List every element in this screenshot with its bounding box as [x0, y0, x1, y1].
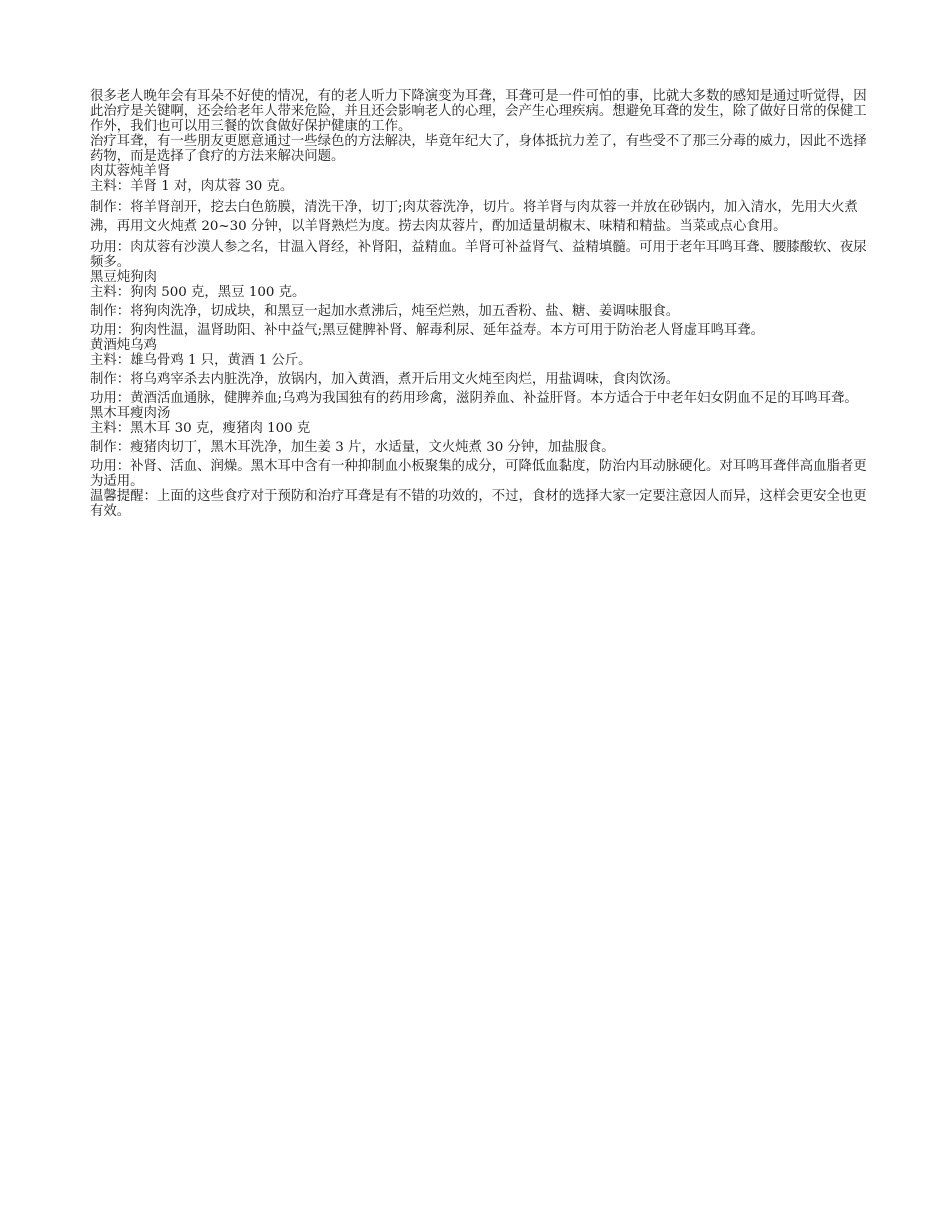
document-body — [90, 89, 875, 519]
intro-paragraph-1: 很多老人晚年会有耳朵不好使的情况，有的老人听力下降演变为耳聋，耳聋可是一件可怕的事，比就大多数的感知是通过听觉得，因此治疗是关键啊，还会给老年人带来危险，并且还会影响老人的心理，会产生心理疾病。想避免耳聋的发生，除了做好日常的保健工作外，我们也可以用三餐的饮食做好保护健康的工作。 — [90, 89, 867, 134]
recipe-3-ingredients: 主料：雄乌骨鸡 1 只，黄酒 1 公斤。 — [90, 353, 312, 368]
recipe-2-ingredients: 主料：狗肉 500 克，黑豆 100 克。 — [90, 285, 306, 300]
recipe-4-effect: 功用：补肾、活血、润燥。黑木耳中含有一种抑制血小板聚集的成分，可降低血黏度，防治内耳动脉硬化。对耳鸣耳聋伴高血脂者更为适用。 — [90, 459, 867, 489]
recipe-1-effect: 功用：肉苁蓉有沙漠人参之名，甘温入肾经，补肾阳，益精血。羊肾可补益肾气、益精填髓。可用于老年耳鸣耳聋、腰膝酸软、夜尿频多。 — [90, 240, 867, 270]
recipe-3-effect: 功用：黄酒活血通脉，健脾养血;乌鸡为我国独有的药用珍禽，滋阴养血、补益肝肾。本方适合于中老年妇女阴血不足的耳鸣耳聋。 — [90, 391, 858, 406]
recipe-1-title: 肉苁蓉炖羊肾 — [90, 164, 171, 179]
recipe-3-title: 黄酒炖乌鸡 — [90, 338, 157, 353]
closing-tip: 温馨提醒：上面的这些食疗对于预防和治疗耳聋是有不错的功效的，不过，食材的选择大家一定要注意因人而异，这样会更安全也更有效。 — [90, 489, 867, 519]
recipe-2-title: 黑豆炖狗肉 — [90, 270, 157, 285]
recipe-2-method: 制作：将狗肉洗净，切成块，和黑豆一起加水煮沸后，炖至烂熟，加五香粉、盐、糖、姜调味服食。 — [90, 304, 680, 319]
recipe-4-ingredients: 主料：黑木耳 30 克，瘦猪肉 100 克 — [90, 421, 311, 436]
recipe-4-title: 黑木耳瘦肉汤 — [90, 406, 171, 421]
recipe-4-method: 制作：瘦猪肉切丁，黑木耳洗净，加生姜 3 片，水适量，文火炖煮 30 分钟，加盐服食。 — [90, 440, 615, 455]
recipe-2-effect: 功用：狗肉性温，温肾助阳、补中益气;黑豆健脾补肾、解毒利尿、延年益寿。本方可用于防治老人肾虚耳鸣耳聋。 — [90, 323, 765, 338]
recipe-3-method: 制作：将乌鸡宰杀去内脏洗净，放锅内，加入黄酒，煮开后用文火炖至肉烂，用盐调味，食肉饮汤。 — [90, 372, 680, 387]
recipe-1-ingredients: 主料：羊肾 1 对，肉苁蓉 30 克。 — [90, 179, 294, 194]
intro-paragraph-2: 治疗耳聋，有一些朋友更愿意通过一些绿色的方法解决，毕竟年纪大了，身体抵抗力差了，有些受不了那三分毒的威力，因此不选择药物，而是选择了食疗的方法来解决问题。 — [90, 134, 867, 164]
recipe-1-method: 制作：将羊肾剖开，挖去白色筋膜，清洗干净，切丁;肉苁蓉洗净，切片。将羊肾与肉苁蓉一并放在砂锅内，加入清水，先用大火煮沸，再用文火炖煮 20~30 分钟，以羊肾熟烂为度。捞去肉苁蓉片，酌加适量胡椒末、味精和精盐。当菜或点心食用。 — [90, 200, 858, 234]
